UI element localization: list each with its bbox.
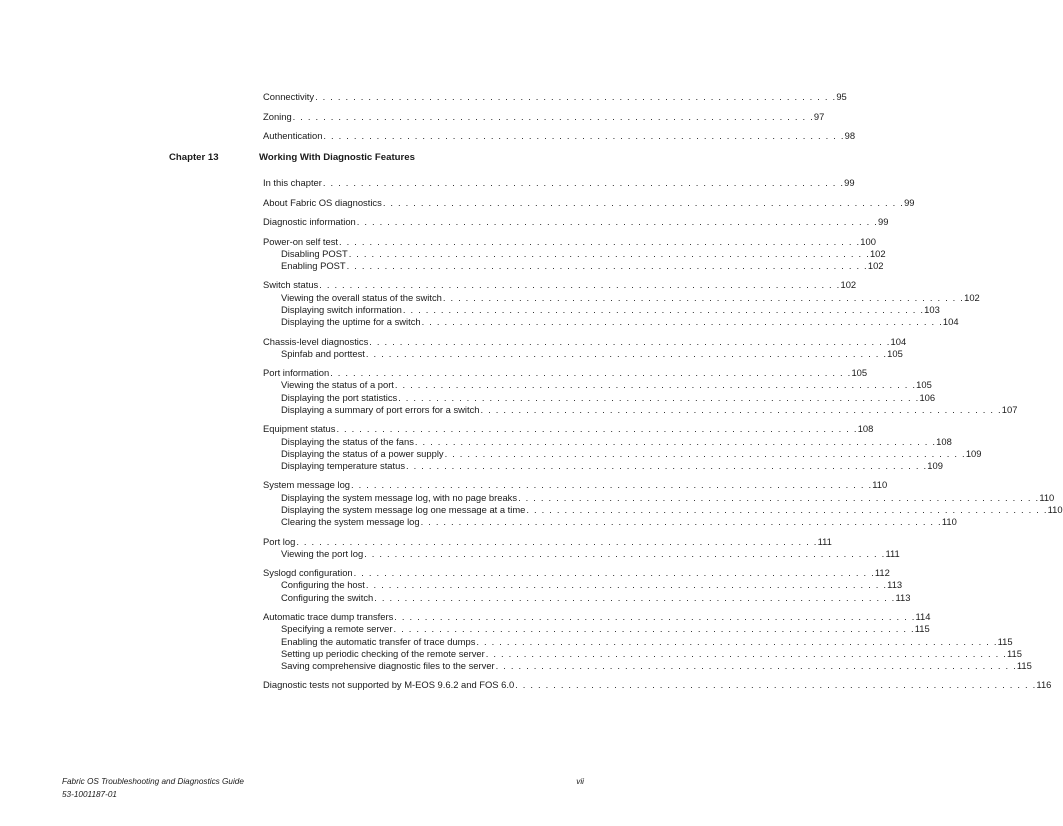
toc-entry-text: Enabling POST — [281, 259, 346, 271]
dot-leader: . . . . . . . . . . . . . . . . . . . . . . . . . . . . . . . . . . . . . . . . . . . . . . . . . . . . . . . . . . . . . . . . . . . . . — [476, 635, 998, 647]
toc-page-number: 110 — [1039, 491, 1055, 503]
toc-page-number: 105 — [851, 367, 868, 379]
dot-leader: . . . . . . . . . . . . . . . . . . . . . . . . . . . . . . . . . . . . . . . . . . . . . . . . . . . . . . . . . . . . . . . . . . . . . — [353, 567, 875, 579]
toc-page-number: 99 — [844, 177, 855, 188]
dot-leader: . . . . . . . . . . . . . . . . . . . . . . . . . . . . . . . . . . . . . . . . . . . . . . . . . . . . . . . . . . . . . . . . . . . . . — [382, 196, 905, 208]
toc-page-number: 102 — [840, 279, 857, 291]
dot-leader: . . . . . . . . . . . . . . . . . . . . . . . . . . . . . . . . . . . . . . . . . . . . . . . . . . . . . . . . . . . . . . . . . . . . . — [495, 659, 1017, 671]
dot-leader: . . . . . . . . . . . . . . . . . . . . . . . . . . . . . . . . . . . . . . . . . . . . . . . . . . . . . . . . . . . . . . . . . . . . . — [339, 235, 861, 247]
dot-leader: . . . . . . . . . . . . . . . . . . . . . . . . . . . . . . . . . . . . . . . . . . . . . . . . . . . . . . . . . . . . . . . . . . . . . — [398, 391, 920, 403]
dot-leader: . . . . . . . . . . . . . . . . . . . . . . . . . . . . . . . . . . . . . . . . . . . . . . . . . . . . . . . . . . . . . . . . . . . . . — [442, 291, 965, 303]
toc-page-number: 104 — [942, 316, 959, 327]
toc-subentry[interactable] — [281, 547, 900, 561]
toc-subentry[interactable] — [281, 591, 911, 605]
dot-leader: . . . . . . . . . . . . . . . . . . . . . . . . . . . . . . . . . . . . . . . . . . . . . . . . . . . . . . . . . . . . . . . . . . . . . — [394, 379, 917, 391]
dot-leader: . . . . . . . . . . . . . . . . . . . . . . . . . . . . . . . . . . . . . . . . . . . . . . . . . . . . . . . . . . . . . . . . . . . . . — [348, 247, 870, 259]
toc-entry-text: Diagnostic tests not supported by M-EOS 9.6.2 and FOS 6.0 — [263, 679, 515, 691]
toc-page-number: 112 — [874, 567, 890, 579]
toc-entry-text: Configuring the host — [281, 579, 365, 591]
toc-page-number: 115 — [1007, 647, 1022, 659]
toc-page-number: 116 — [1036, 679, 1052, 691]
toc-page-number: 99 — [904, 196, 915, 208]
dot-leader: . . . . . . . . . . . . . . . . . . . . . . . . . . . . . . . . . . . . . . . . . . . . . . . . . . . . . . . . . . . . . . . . . . . . . — [322, 177, 845, 188]
toc-page-number: 108 — [857, 423, 874, 435]
toc-entry-text: Disabling POST — [281, 247, 348, 259]
toc-entry-text: Specifying a remote server — [281, 623, 393, 635]
dot-leader: . . . . . . . . . . . . . . . . . . . . . . . . . . . . . . . . . . . . . . . . . . . . . . . . . . . . . . . . . . . . . . . . . . . . . — [374, 591, 896, 603]
toc-entry-text: Automatic trace dump transfers — [263, 611, 394, 623]
toc-page-number: 113 — [895, 591, 911, 603]
toc-page-number: 104 — [890, 335, 907, 347]
dot-leader: . . . . . . . . . . . . . . . . . . . . . . . . . . . . . . . . . . . . . . . . . . . . . . . . . . . . . . . . . . . . . . . . . . . . . — [356, 216, 879, 227]
dot-leader: . . . . . . . . . . . . . . . . . . . . . . . . . . . . . . . . . . . . . . . . . . . . . . . . . . . . . . . . . . . . . . . . . . . . . — [365, 579, 888, 591]
toc-page-number: 102 — [867, 259, 884, 271]
toc-entry-text: Viewing the overall status of the switch — [281, 291, 442, 303]
dot-leader: . . . . . . . . . . . . . . . . . . . . . . . . . . . . . . . . . . . . . . . . . . . . . . . . . . . . . . . . . . . . . . . . . . . . . — [515, 679, 1037, 691]
toc-page-number: 115 — [1016, 659, 1032, 671]
toc-page-number: 103 — [924, 303, 940, 315]
toc-page-number: 98 — [844, 130, 856, 141]
toc-page-number: 105 — [916, 379, 932, 391]
toc-entry-text: Displaying a summary of port errors for a switch — [281, 403, 480, 415]
chapter-title: Working With Diagnostic Features — [259, 152, 415, 163]
toc-page-number: 115 — [997, 635, 1013, 647]
toc-subentry[interactable] — [281, 347, 903, 361]
toc-entry-text: Viewing the port log — [281, 547, 364, 559]
toc-subentry[interactable] — [281, 515, 957, 529]
toc-entry-text: Power-on self test — [263, 235, 339, 247]
toc-page-number: 102 — [964, 291, 980, 303]
toc-entry-text: Authentication — [263, 130, 323, 141]
toc-entry[interactable] — [263, 176, 855, 190]
toc-entry-text: Equipment status — [263, 423, 336, 435]
dot-leader: . . . . . . . . . . . . . . . . . . . . . . . . . . . . . . . . . . . . . . . . . . . . . . . . . . . . . . . . . . . . . . . . . . . . . — [323, 130, 845, 141]
dot-leader: . . . . . . . . . . . . . . . . . . . . . . . . . . . . . . . . . . . . . . . . . . . . . . . . . . . . . . . . . . . . . . . . . . . . . — [420, 516, 942, 527]
toc-page-number: 107 — [1001, 403, 1018, 415]
toc-subentry[interactable] — [281, 315, 959, 329]
dot-leader: . . . . . . . . . . . . . . . . . . . . . . . . . . . . . . . . . . . . . . . . . . . . . . . . . . . . . . . . . . . . . . . . . . . . . — [369, 335, 891, 347]
toc-entry-text: Saving comprehensive diagnostic files to the server — [281, 659, 495, 671]
toc-entry[interactable] — [263, 110, 825, 124]
toc-entry-text: Port log — [263, 535, 296, 547]
toc-entry-text: Displaying the port statistics — [281, 391, 398, 403]
footer-guide-title: Fabric OS Troubleshooting and Diagnostics Guide — [62, 777, 244, 786]
toc-entry[interactable] — [263, 90, 847, 104]
toc-entry[interactable] — [263, 678, 1052, 692]
dot-leader: . . . . . . . . . . . . . . . . . . . . . . . . . . . . . . . . . . . . . . . . . . . . . . . . . . . . . . . . . . . . . . . . . . . . . — [346, 259, 868, 271]
toc-entry-text: Clearing the system message log — [281, 516, 420, 527]
toc-page-number: 109 — [927, 459, 943, 471]
toc-page-number: 106 — [919, 391, 936, 403]
toc-entry-text: Configuring the switch — [281, 591, 374, 603]
toc-entry-text: Viewing the status of a port — [281, 379, 394, 391]
footer-doc-number: 53-1001187-01 — [62, 790, 117, 799]
toc-entry-text: Displaying switch information — [281, 303, 402, 315]
toc-entry-text: Chassis-level diagnostics — [263, 335, 369, 347]
toc-page-number: 111 — [817, 535, 832, 547]
dot-leader: . . . . . . . . . . . . . . . . . . . . . . . . . . . . . . . . . . . . . . . . . . . . . . . . . . . . . . . . . . . . . . . . . . . . . — [336, 423, 858, 435]
dot-leader: . . . . . . . . . . . . . . . . . . . . . . . . . . . . . . . . . . . . . . . . . . . . . . . . . . . . . . . . . . . . . . . . . . . . . — [518, 491, 1040, 503]
dot-leader: . . . . . . . . . . . . . . . . . . . . . . . . . . . . . . . . . . . . . . . . . . . . . . . . . . . . . . . . . . . . . . . . . . . . . — [485, 647, 1008, 659]
toc-entry[interactable] — [263, 129, 856, 143]
toc-subentry[interactable] — [281, 459, 943, 473]
toc-subentry[interactable] — [281, 659, 1032, 673]
toc-page-number: 109 — [965, 447, 982, 459]
toc-page-number: 114 — [915, 611, 931, 623]
dot-leader: . . . . . . . . . . . . . . . . . . . . . . . . . . . . . . . . . . . . . . . . . . . . . . . . . . . . . . . . . . . . . . . . . . . . . — [365, 347, 888, 359]
toc-page-number: 110 — [941, 516, 957, 527]
toc-entry-text: Switch status — [263, 279, 319, 291]
toc-entry-text: Displaying temperature status — [281, 459, 406, 471]
toc-page-number: 102 — [869, 247, 886, 259]
toc-page-number: 100 — [860, 235, 876, 247]
dot-leader: . . . . . . . . . . . . . . . . . . . . . . . . . . . . . . . . . . . . . . . . . . . . . . . . . . . . . . . . . . . . . . . . . . . . . — [364, 547, 886, 559]
dot-leader: . . . . . . . . . . . . . . . . . . . . . . . . . . . . . . . . . . . . . . . . . . . . . . . . . . . . . . . . . . . . . . . . . . . . . — [319, 279, 841, 291]
toc-entry-text: Displaying the system message log, with no page breaks — [281, 491, 518, 503]
toc-entry-text: Diagnostic information — [263, 216, 356, 227]
dot-leader: . . . . . . . . . . . . . . . . . . . . . . . . . . . . . . . . . . . . . . . . . . . . . . . . . . . . . . . . . . . . . . . . . . . . . — [296, 535, 818, 547]
dot-leader: . . . . . . . . . . . . . . . . . . . . . . . . . . . . . . . . . . . . . . . . . . . . . . . . . . . . . . . . . . . . . . . . . . . . . — [292, 110, 814, 122]
chapter-label: Chapter 13 — [169, 152, 219, 163]
dot-leader: . . . . . . . . . . . . . . . . . . . . . . . . . . . . . . . . . . . . . . . . . . . . . . . . . . . . . . . . . . . . . . . . . . . . . — [330, 367, 852, 379]
toc-entry-text: Enabling the automatic transfer of trace dumps — [281, 635, 476, 647]
toc-subentry[interactable] — [281, 403, 1018, 417]
toc-entry-text: Displaying the uptime for a switch — [281, 316, 421, 327]
dot-leader: . . . . . . . . . . . . . . . . . . . . . . . . . . . . . . . . . . . . . . . . . . . . . . . . . . . . . . . . . . . . . . . . . . . . . — [402, 303, 925, 315]
dot-leader: . . . . . . . . . . . . . . . . . . . . . . . . . . . . . . . . . . . . . . . . . . . . . . . . . . . . . . . . . . . . . . . . . . . . . — [394, 611, 916, 623]
dot-leader: . . . . . . . . . . . . . . . . . . . . . . . . . . . . . . . . . . . . . . . . . . . . . . . . . . . . . . . . . . . . . . . . . . . . . — [480, 403, 1002, 415]
toc-page-number: 95 — [836, 91, 847, 102]
toc-page-number: 97 — [813, 110, 825, 122]
toc-entry-text: Displaying the status of a power supply — [281, 447, 444, 459]
toc-subentry[interactable] — [281, 259, 884, 273]
dot-leader: . . . . . . . . . . . . . . . . . . . . . . . . . . . . . . . . . . . . . . . . . . . . . . . . . . . . . . . . . . . . . . . . . . . . . — [351, 479, 873, 491]
toc-page-number: 108 — [936, 435, 952, 447]
toc-page-number: 105 — [887, 347, 903, 359]
toc-entry-text: System message log — [263, 479, 351, 491]
toc-page-number: 111 — [885, 547, 900, 559]
toc-entry-text: About Fabric OS diagnostics — [263, 196, 382, 208]
dot-leader: . . . . . . . . . . . . . . . . . . . . . . . . . . . . . . . . . . . . . . . . . . . . . . . . . . . . . . . . . . . . . . . . . . . . . — [406, 459, 928, 471]
dot-leader: . . . . . . . . . . . . . . . . . . . . . . . . . . . . . . . . . . . . . . . . . . . . . . . . . . . . . . . . . . . . . . . . . . . . . — [421, 316, 943, 327]
toc-entry-text: Displaying the system message log one message at a time — [281, 503, 526, 515]
dot-leader: . . . . . . . . . . . . . . . . . . . . . . . . . . . . . . . . . . . . . . . . . . . . . . . . . . . . . . . . . . . . . . . . . . . . . — [393, 623, 915, 635]
toc-page-number: 110 — [1047, 503, 1063, 515]
toc-entry-text: Setting up periodic checking of the remote server — [281, 647, 485, 659]
toc-entry[interactable] — [263, 215, 889, 229]
toc-entry-text: Zoning — [263, 110, 292, 122]
footer-page-number: vii — [576, 777, 584, 786]
dot-leader: . . . . . . . . . . . . . . . . . . . . . . . . . . . . . . . . . . . . . . . . . . . . . . . . . . . . . . . . . . . . . . . . . . . . . — [315, 91, 837, 102]
toc-page-number: 113 — [887, 579, 903, 591]
toc-entry-text: In this chapter — [263, 177, 322, 188]
dot-leader: . . . . . . . . . . . . . . . . . . . . . . . . . . . . . . . . . . . . . . . . . . . . . . . . . . . . . . . . . . . . . . . . . . . . . — [526, 503, 1048, 515]
toc-page-number: 110 — [872, 479, 888, 491]
toc-entry-text: Displaying the status of the fans — [281, 435, 414, 447]
toc-page-number: 99 — [878, 216, 889, 227]
toc-entry-text: Spinfab and porttest — [281, 347, 365, 359]
toc-page-number: 115 — [914, 623, 930, 635]
dot-leader: . . . . . . . . . . . . . . . . . . . . . . . . . . . . . . . . . . . . . . . . . . . . . . . . . . . . . . . . . . . . . . . . . . . . . — [444, 447, 966, 459]
toc-entry[interactable] — [263, 196, 915, 210]
toc-entry-text: Connectivity — [263, 91, 315, 102]
dot-leader: . . . . . . . . . . . . . . . . . . . . . . . . . . . . . . . . . . . . . . . . . . . . . . . . . . . . . . . . . . . . . . . . . . . . . — [414, 435, 937, 447]
toc-entry-text: Syslogd configuration — [263, 567, 353, 579]
toc-entry-text: Port information — [263, 367, 330, 379]
